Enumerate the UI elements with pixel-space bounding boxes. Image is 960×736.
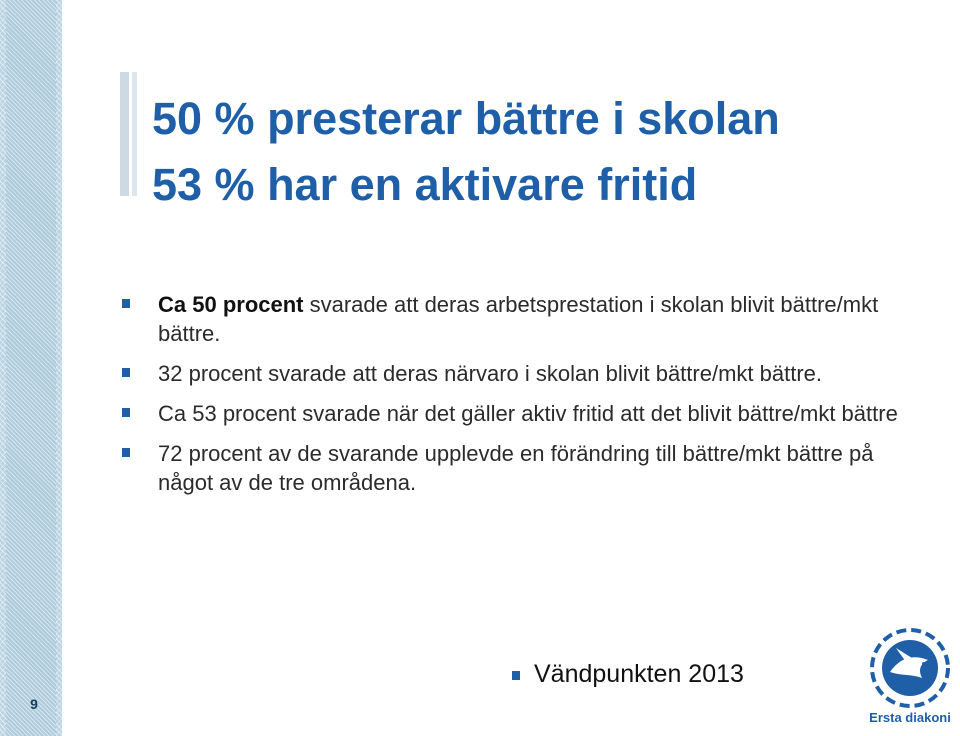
footer-text: Vändpunkten 2013 bbox=[534, 660, 744, 688]
side-decorative-stripe bbox=[0, 0, 62, 736]
square-bullet-icon bbox=[122, 408, 130, 417]
bullet-text: 32 procent svarade att deras närvaro i skolan blivit bättre/mkt bättre. bbox=[158, 361, 822, 386]
footer-item bbox=[512, 660, 792, 689]
square-bullet-icon bbox=[122, 368, 130, 377]
bullet-item bbox=[122, 290, 922, 348]
logo-text: Ersta diakoni bbox=[869, 710, 951, 725]
bullet-list bbox=[122, 290, 922, 508]
square-bullet-icon bbox=[512, 671, 520, 680]
bullet-text: svarade att deras arbetsprestation i skolan blivit bättre/mkt bättre. bbox=[158, 292, 879, 346]
title-line-2: 53 % har en aktivare fritid bbox=[152, 159, 698, 210]
bullet-item bbox=[122, 439, 922, 497]
side-stripe-pattern bbox=[6, 0, 56, 736]
bullet-bold-text: Ca 50 procent bbox=[158, 292, 304, 317]
bullet-text: 72 procent av de svarande upplevde en förändring till bättre/mkt bättre på något av de tre områdena. bbox=[158, 441, 874, 495]
square-bullet-icon bbox=[122, 448, 130, 457]
slide-title bbox=[152, 86, 942, 218]
square-bullet-icon bbox=[122, 299, 130, 308]
bullet-text: Ca 53 procent svarade när det gäller aktiv fritid att det blivit bättre/mkt bättre bbox=[158, 401, 898, 426]
bullet-item bbox=[122, 399, 922, 428]
title-accent-bar bbox=[120, 72, 129, 196]
dove-logo-icon bbox=[862, 624, 958, 710]
page-number: 9 bbox=[30, 696, 38, 712]
ersta-diakoni-logo bbox=[862, 624, 958, 734]
title-accent-bar-light bbox=[132, 72, 137, 196]
bullet-item bbox=[122, 359, 922, 388]
title-line-1: 50 % presterar bättre i skolan bbox=[152, 93, 780, 144]
